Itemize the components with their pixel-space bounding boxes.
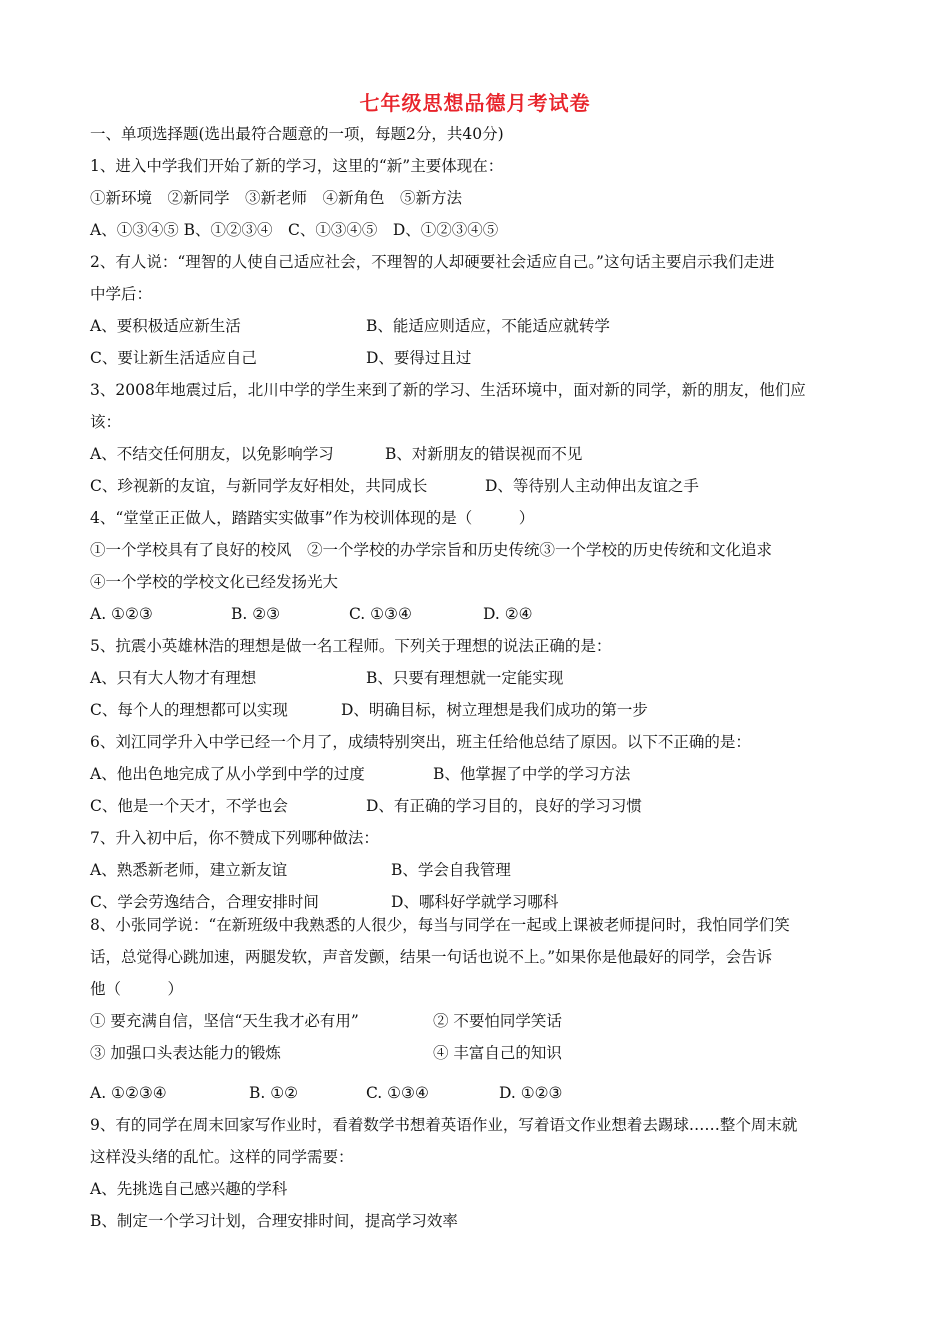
question-1-items: ①新环境 ②新同学 ③新老师 ④新角色 ⑤新方法 xyxy=(90,189,463,207)
question-4-stem: 4、“堂堂正正做人，踏踏实实做事”作为校训体现的是（ ） xyxy=(90,509,535,527)
question-7-option-c: C、学会劳逸结合，合理安排时间 xyxy=(90,893,319,911)
question-7-option-a: A、熟悉新老师，建立新友谊 xyxy=(90,861,288,879)
question-9-option-b: B、制定一个学习计划，合理安排时间，提高学习效率 xyxy=(90,1212,458,1230)
question-8-option-b: B. ①② xyxy=(249,1084,299,1102)
question-6-option-d: D、有正确的学习目的，良好的学习习惯 xyxy=(366,797,642,815)
question-4-items: ①一个学校具有了良好的校风 ②一个学校的办学宗旨和历史传统③一个学校的历史传统和文化追求 xyxy=(90,541,773,559)
question-7-option-b: B、学会自我管理 xyxy=(391,861,511,879)
question-6-option-c: C、他是一个天才，不学也会 xyxy=(90,797,288,815)
question-9-stem-cont: 这样没头绪的乱忙。这样的同学需要： xyxy=(90,1148,354,1166)
question-8-stem-cont: 话，总觉得心跳加速，两腿发软，声音发颤，结果一句话也说不上。”如果你是他最好的同学，会告诉 xyxy=(90,948,773,966)
section-heading: 一、单项选择题(选出最符合题意的一项，每题2分，共40分) xyxy=(90,125,504,143)
question-2-option-b: B、能适应则适应，不能适应就转学 xyxy=(366,317,610,335)
question-8-item-4: ④ 丰富自己的知识 xyxy=(433,1044,562,1062)
question-3-stem-cont: 该： xyxy=(90,413,122,431)
question-4-option-c: C. ①③④ xyxy=(349,605,412,623)
question-5-option-a: A、只有大人物才有理想 xyxy=(90,669,257,687)
question-5-option-d: D、明确目标，树立理想是我们成功的第一步 xyxy=(341,701,648,719)
question-8-stem: 8、小张同学说：“在新班级中我熟悉的人很少，每当与同学在一起或上课被老师提问时，我怕同学们笑 xyxy=(90,916,790,934)
question-7-option-d: D、哪科好学就学习哪科 xyxy=(391,893,559,911)
question-2-option-c: C、要让新生活适应自己 xyxy=(90,349,257,367)
question-8-option-a: A. ①②③④ xyxy=(90,1084,167,1102)
question-2-stem: 2、有人说：“理智的人使自己适应社会，不理智的人却硬要社会适应自己。”这句话主要启示我们走进 xyxy=(90,253,775,271)
question-4-option-d: D. ②④ xyxy=(483,605,533,623)
question-5-option-b: B、只要有理想就一定能实现 xyxy=(366,669,564,687)
question-7-stem: 7、升入初中后，你不赞成下列哪种做法： xyxy=(90,829,379,847)
question-6-stem: 6、刘江同学升入中学已经一个月了，成绩特别突出，班主任给他总结了原因。以下不正确的是： xyxy=(90,733,751,751)
question-4-items-cont: ④一个学校的学校文化已经发扬光大 xyxy=(90,573,339,591)
exam-title: 七年级思想品德月考试卷 xyxy=(359,91,591,115)
question-4-option-a: A. ①②③ xyxy=(90,605,153,623)
question-5-stem: 5、抗震小英雄林浩的理想是做一名工程师。下列关于理想的说法正确的是： xyxy=(90,637,612,655)
question-1-stem: 1、进入中学我们开始了新的学习，这里的“新”主要体现在： xyxy=(90,157,504,175)
question-2-option-a: A、要积极适应新生活 xyxy=(90,317,241,335)
question-3-option-a: A、不结交任何朋友，以免影响学习 xyxy=(90,445,334,463)
question-3-option-d: D、等待别人主动伸出友谊之手 xyxy=(485,477,699,495)
question-8-stem-end: 他（ ） xyxy=(90,980,184,998)
question-8-item-2: ② 不要怕同学笑话 xyxy=(433,1012,562,1030)
question-9-option-a: A、先挑选自己感兴趣的学科 xyxy=(90,1180,288,1198)
question-6-option-a: A、他出色地完成了从小学到中学的过度 xyxy=(90,765,365,783)
question-8-option-d: D. ①②③ xyxy=(499,1084,563,1102)
question-9-stem: 9、有的同学在周末回家写作业时，看着数学书想着英语作业，写着语文作业想着去踢球……整个周末就 xyxy=(90,1116,798,1134)
question-1-options: A、①③④⑤ B、①②③④ C、①③④⑤ D、①②③④⑤ xyxy=(90,221,499,239)
question-2-option-d: D、要得过且过 xyxy=(366,349,472,367)
question-3-option-c: C、珍视新的友谊，与新同学友好相处，共同成长 xyxy=(90,477,428,495)
question-5-option-c: C、每个人的理想都可以实现 xyxy=(90,701,288,719)
question-8-option-c: C. ①③④ xyxy=(366,1084,429,1102)
question-8-item-1: ① 要充满自信，坚信“天生我才必有用” xyxy=(90,1012,359,1030)
question-4-option-b: B. ②③ xyxy=(231,605,281,623)
question-2-stem-cont: 中学后： xyxy=(90,285,153,303)
question-3-stem: 3、2008年地震过后，北川中学的学生来到了新的学习、生活环境中，面对新的同学，新的朋友，他们应 xyxy=(90,381,806,399)
question-6-option-b: B、他掌握了中学的学习方法 xyxy=(433,765,631,783)
question-3-option-b: B、对新朋友的错误视而不见 xyxy=(385,445,583,463)
question-8-item-3: ③ 加强口头表达能力的锻炼 xyxy=(90,1044,281,1062)
